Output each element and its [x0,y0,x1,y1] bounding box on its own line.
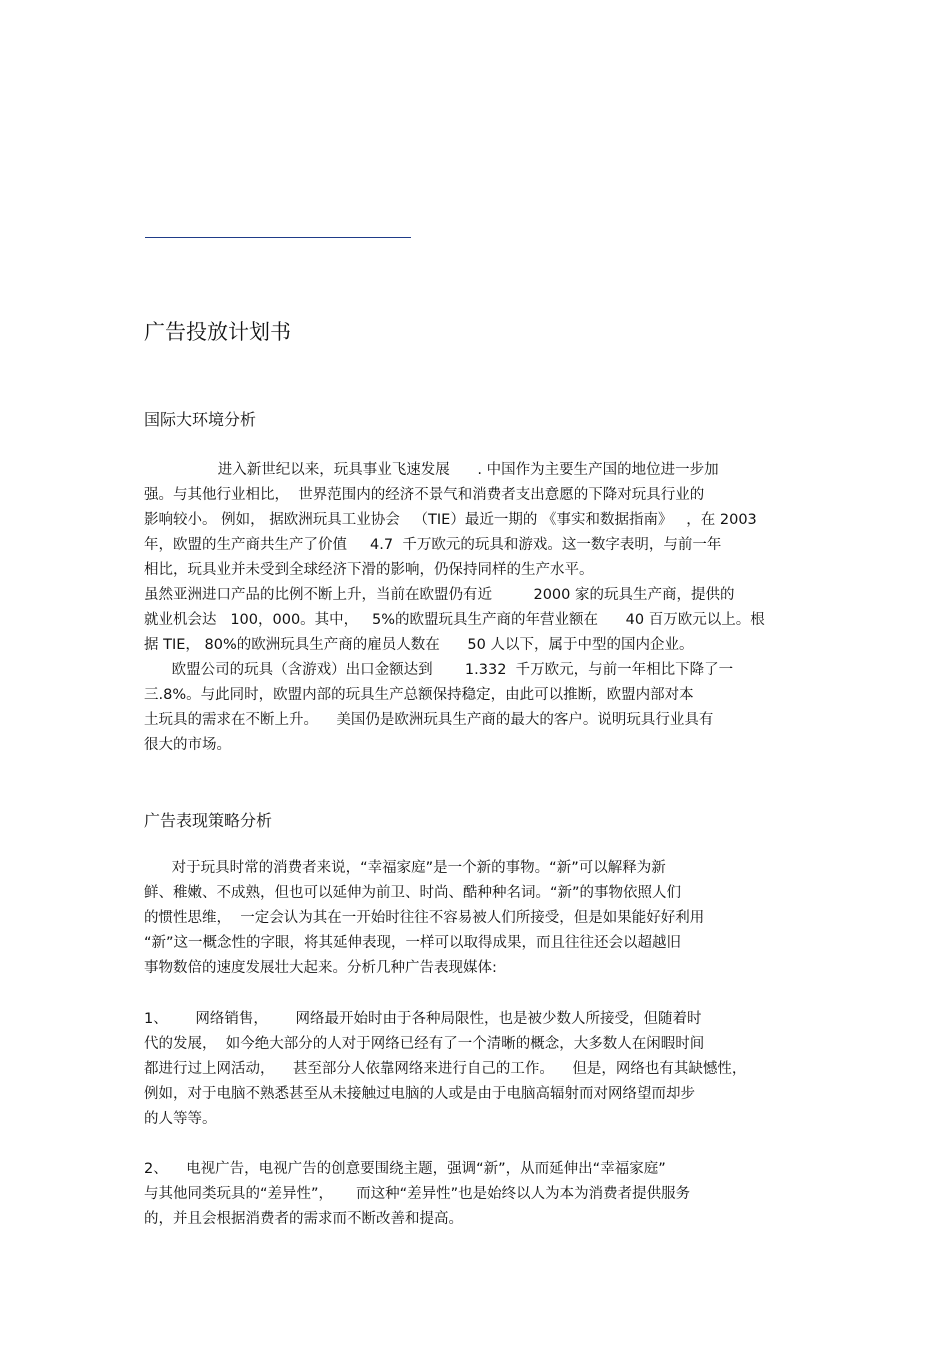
paragraph-line: 事物数倍的速度发展壮大起来。分析几种广告表现媒体: [144,960,497,976]
section-heading-strategy: 广告表现策略分析 [144,811,273,830]
paragraph-line: 对于玩具时常的消费者来说，“幸福家庭”是一个新的事物。“新”可以解释为新 [144,860,666,876]
paragraph-line: 虽然亚洲进口产品的比例不断上升，当前在欧盟仍有近 2000 家的玩具生产商，提供的 [144,587,735,603]
paragraph-line: 很大的市场。 [144,737,231,753]
document-title: 广告投放计划书 [144,320,291,344]
list-item-tv-line: 2、 电视广告，电视广告的创意要围绕主题，强调“新”，从而延伸出“幸福家庭” [144,1161,666,1177]
paragraph-line: 鲜、稚嫩、不成熟，但也可以延伸为前卫、时尚、酷种种名词。“新”的事物依照人们 [144,885,682,901]
section-heading-international: 国际大环境分析 [144,410,257,429]
paragraph-line: 三.8%。与此同时，欧盟内部的玩具生产总额保持稳定，由此可以推断，欧盟内部对本 [144,687,694,703]
paragraph-line: 影响较小。 例如， 据欧洲玩具工业协会 （TIE）最近一期的 《事实和数据指南》 ，在 2003 [144,512,757,528]
paragraph-line: 欧盟公司的玩具（含游戏）出口金额达到 1.332 千万欧元，与前一年相比下降了一 [144,662,734,678]
paragraph-line: 就业机会达 100，000。其中， 5%的欧盟玩具生产商的年营业额在 40 百万欧元以上。根 [144,612,765,628]
list-item-network-line: 1、 网络销售， 网络最开始时由于各种局限性，也是被少数人所接受，但随着时 [144,1011,702,1027]
paragraph-line: 强。与其他行业相比， 世界范围内的经济不景气和消费者支出意愿的下降对玩具行业的 [144,487,705,503]
header-rule [145,237,411,238]
paragraph-line: “新”这一概念性的字眼，将其延伸表现，一样可以取得成果，而且往往还会以超越旧 [144,935,682,951]
paragraph-line: 土玩具的需求在不断上升。 美国仍是欧洲玩具生产商的最大的客户。说明玩具行业具有 [144,712,714,728]
list-item-tv-line: 与其他同类玩具的“差异性”， 而这种“差异性”也是始终以人为本为消费者提供服务 [144,1186,691,1202]
list-item-tv-line: 的，并且会根据消费者的需求而不断改善和提高。 [144,1211,463,1227]
list-item-network-line: 代的发展， 如今绝大部分的人对于网络已经有了一个清晰的概念，大多数人在闲暇时间 [144,1036,705,1052]
list-item-network-line: 例如，对于电脑不熟悉甚至从未接触过电脑的人或是由于电脑高辐射而对网络望而却步 [144,1086,695,1102]
paragraph-line: 相比，玩具业并未受到全球经济下滑的影响，仍保持同样的生产水平。 [144,562,594,578]
paragraph-line: 年，欧盟的生产商共生产了价值 4.7 千万欧元的玩具和游戏。这一数字表明，与前一年 [144,537,722,553]
paragraph-line: 的惯性思维， 一定会认为其在一开始时往往不容易被人们所接受，但是如果能好好利用 [144,910,705,926]
list-item-network-line: 都进行过上网活动， 甚至部分人依靠网络来进行自己的工作。 但是，网络也有其缺憾性， [144,1061,747,1077]
list-item-network-line: 的人等等。 [144,1111,217,1127]
paragraph-line: 据 TIE， 80%的欧洲玩具生产商的雇员人数在 50 人以下，属于中型的国内企业。 [144,637,694,653]
paragraph-line: 进入新世纪以来，玩具事业飞速发展 . 中国作为主要生产国的地位进一步加 [144,462,719,478]
